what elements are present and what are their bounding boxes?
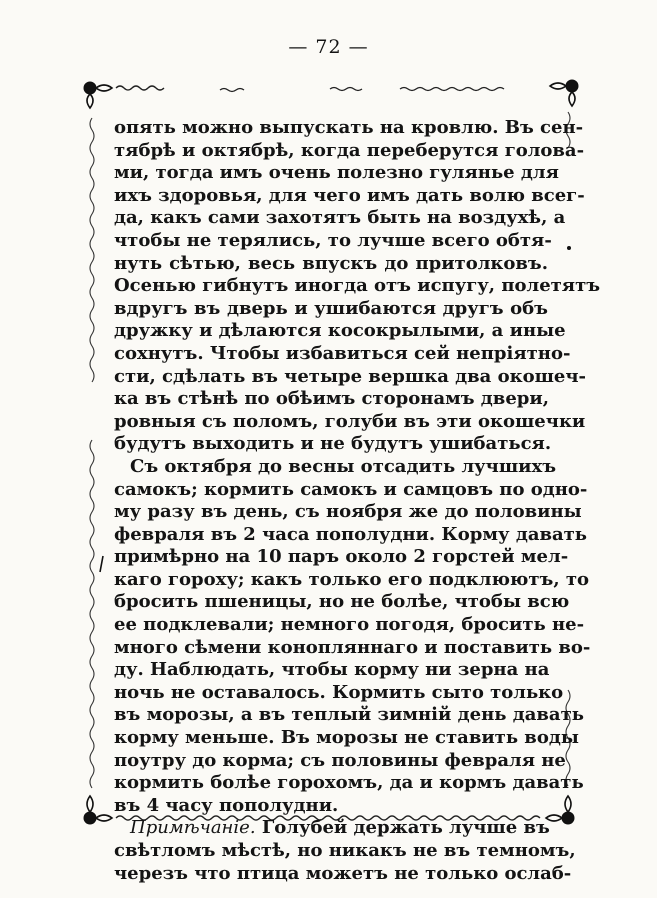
- text-line: ду. Наблюдать, чтобы корму ни зерна на: [114, 659, 550, 681]
- note-text: Голубей держать лучше въ: [255, 817, 550, 839]
- note-label: Примѣчаніе.: [130, 817, 256, 839]
- text-line: му разу въ день, съ ноября же до половины: [114, 501, 582, 523]
- text-line: черезъ что птица можетъ не только ослаб-: [114, 862, 572, 884]
- text-line: свѣтломъ мѣстѣ, но никакъ не въ темномъ,: [114, 840, 576, 861]
- text-line: дружку и дѣлаются косокрылыми, а иные: [114, 320, 566, 342]
- text-line: ровныя съ поломъ, голуби въ эти окошечки: [114, 410, 586, 432]
- text-line: Осенью гибнутъ иногда отъ испугу, полетятъ: [114, 275, 601, 297]
- text-line: каго гороху; какъ только его подклюютъ, то: [114, 568, 590, 590]
- text-line: въ морозы, а въ теплый зимній день давать: [114, 704, 584, 726]
- text-line: нуть сѣтью, весь впускъ до притолковъ.: [114, 252, 548, 274]
- text-line: Съ октября до весны отсадить лучшихъ: [130, 455, 557, 477]
- text-line: тябрѣ и октябрѣ, когда переберутся голова-: [114, 139, 585, 161]
- top-border: [116, 86, 504, 92]
- text-line: ка въ стѣнѣ по обѣимъ сторонамъ двери,: [114, 388, 549, 410]
- corner-ornament-top-right: [550, 80, 578, 106]
- corner-ornament-bottom-right: [546, 796, 574, 824]
- page-number: — 72 —: [288, 36, 369, 58]
- text-line: примѣрно на 10 паръ около 2 горстей мел-: [114, 546, 569, 568]
- text-line: да, какъ сами захотятъ быть на воздухѣ, а: [114, 207, 566, 229]
- corner-ornament-top-left: [84, 82, 112, 108]
- text-line: чтобы не терялись, то лучше всего обтя-: [114, 229, 552, 251]
- corner-ornament-bottom-left: [84, 796, 112, 824]
- text-line: ночь не оставалось. Кормить сыто только: [114, 681, 564, 703]
- page-body: [114, 117, 601, 885]
- text-line: кормить болѣе горохомъ, да и кормъ давать: [114, 772, 584, 794]
- text-line: самокъ; кормить самокъ и самцовъ по одно-: [114, 478, 588, 500]
- text-line: будутъ выходить и не будутъ ушибаться.: [114, 433, 552, 455]
- pencil-mark: [100, 556, 103, 572]
- text-line: февраля въ 2 часа пополудни. Корму давать: [114, 523, 588, 545]
- text-line: бросить пшеницы, но не болѣе, чтобы всю: [114, 591, 570, 613]
- right-border: [566, 112, 570, 786]
- text-line: вдругъ въ дверь и ушибаются другъ объ: [114, 297, 548, 319]
- note-first-line: [114, 817, 548, 840]
- left-border: [90, 118, 94, 788]
- text-line: ее подклевали; немного погодя, бросить не-: [114, 614, 585, 636]
- text-line: сти, сдѣлать въ четыре вершка два окошеч-: [114, 365, 587, 387]
- text-line: ихъ здоровья, для чего имъ дать волю всег-: [114, 184, 585, 206]
- text-line: сохнутъ. Чтобы избавиться сей непріятно-: [114, 342, 571, 364]
- text-line: ми, тогда имъ очень полезно гулянье для: [114, 162, 559, 184]
- text-line: корму меньше. Въ морозы не ставить воды: [114, 727, 579, 749]
- text-line: поутру до корма; съ половины февраля не: [114, 749, 566, 771]
- margin-dot: [567, 246, 571, 250]
- text-line: въ 4 часу пополудни.: [114, 794, 339, 816]
- text-line: опять можно выпускать на кровлю. Въ сен-: [114, 117, 584, 138]
- text-line: много сѣмени конопляннаго и поставить во-: [114, 636, 591, 658]
